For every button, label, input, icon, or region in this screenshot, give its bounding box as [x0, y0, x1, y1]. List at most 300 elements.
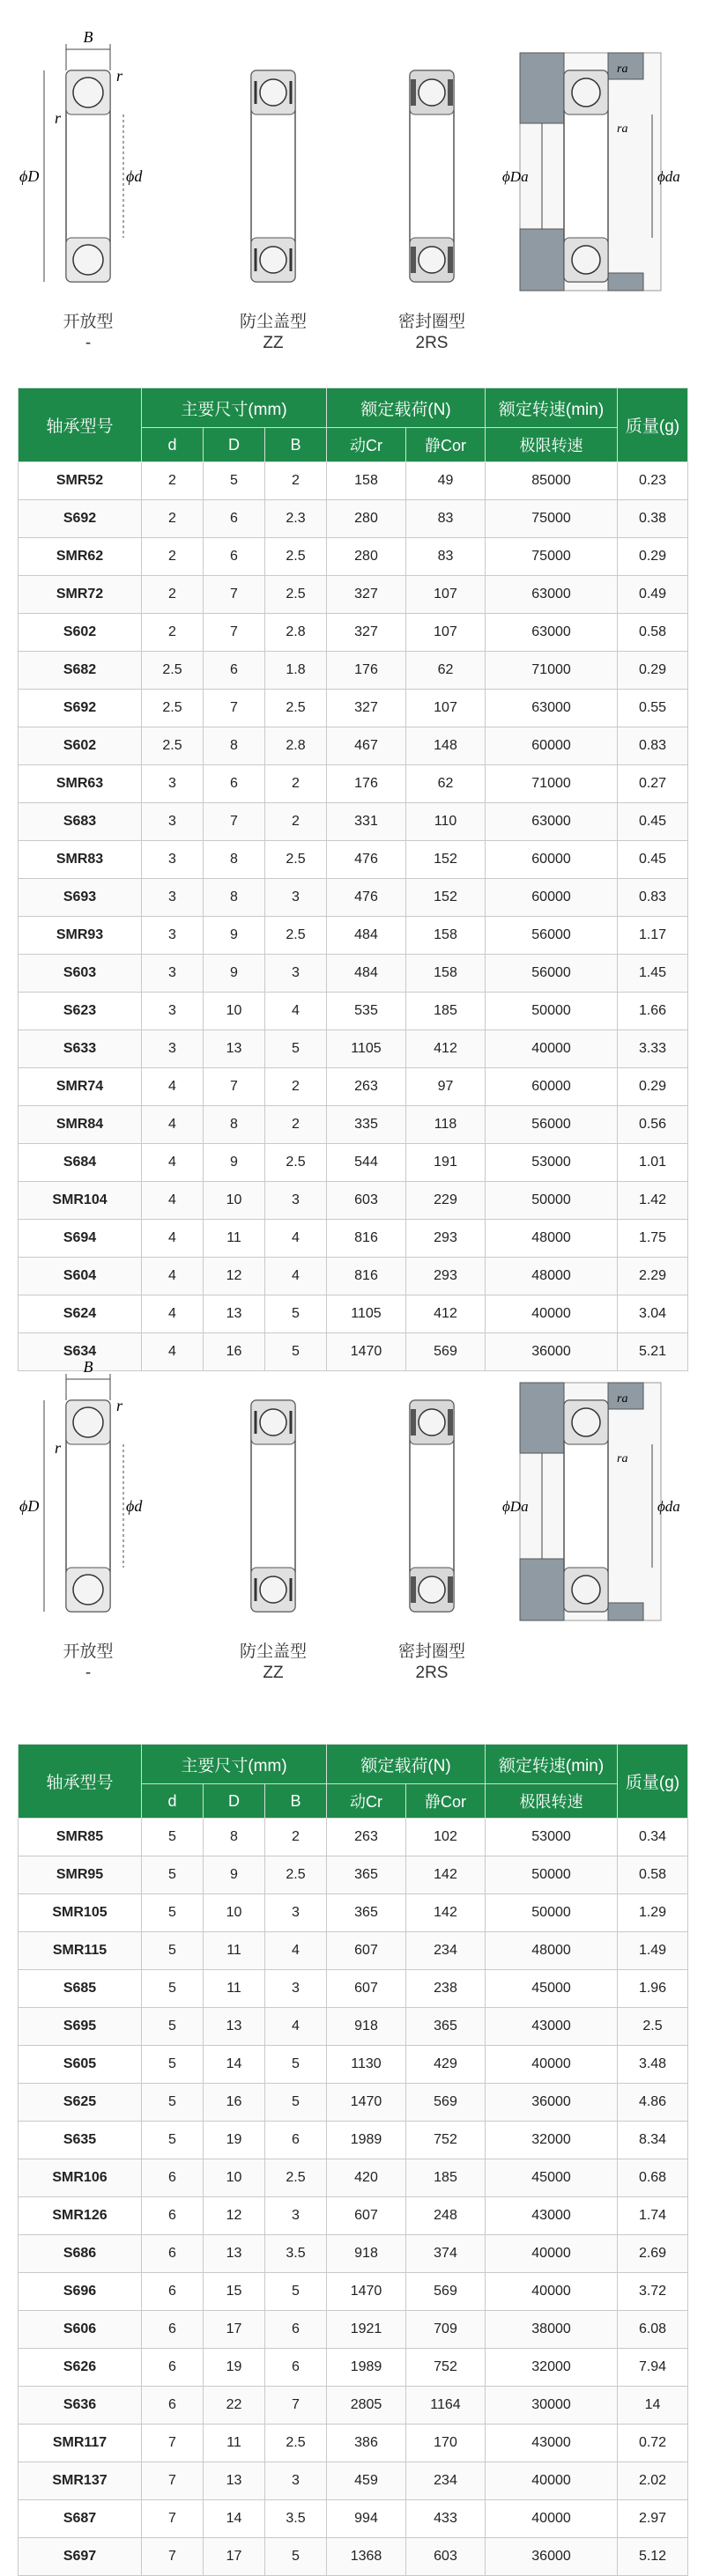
symbol-phi-d-2: ϕd	[126, 1497, 143, 1515]
value-cell: 1921	[327, 2311, 406, 2349]
header-cor-2: 静Cor	[406, 1784, 486, 1819]
table-row	[19, 2084, 688, 2122]
value-cell: 1.74	[618, 2197, 688, 2235]
value-cell: 40000	[486, 2462, 618, 2500]
value-cell: 3	[142, 955, 204, 993]
symbol-B: B	[83, 28, 93, 46]
table-row	[19, 2122, 688, 2159]
header-rated-load: 额定载荷(N)	[327, 388, 486, 428]
value-cell: 17	[204, 2311, 265, 2349]
value-cell: 8	[204, 727, 265, 765]
value-cell: 263	[327, 1068, 406, 1106]
open-type-code: -	[85, 334, 92, 352]
value-cell: 6	[142, 2387, 204, 2425]
value-cell: 2.8	[265, 614, 327, 652]
value-cell: 2.5	[142, 727, 204, 765]
open-type-label-2	[9, 1642, 167, 1684]
value-cell: 5	[142, 2122, 204, 2159]
value-cell: 22	[204, 2387, 265, 2425]
open-type-bearing-diagram-2	[18, 1347, 159, 1629]
value-cell: 709	[406, 2311, 486, 2349]
value-cell: 6	[265, 2122, 327, 2159]
header-rated-load-2: 额定载荷(N)	[327, 1745, 486, 1784]
value-cell: 2.5	[265, 538, 327, 576]
header-main-dims-2: 主要尺寸(mm)	[142, 1745, 327, 1784]
value-cell: 63000	[486, 803, 618, 841]
value-cell: 5	[142, 2046, 204, 2084]
model-cell: S687	[19, 2500, 142, 2538]
value-cell: 0.29	[618, 538, 688, 576]
value-cell: 365	[327, 1856, 406, 1894]
value-cell: 7	[265, 2387, 327, 2425]
model-cell: S602	[19, 727, 142, 765]
value-cell: 5	[265, 2538, 327, 2576]
diagram-row-1	[0, 18, 705, 352]
value-cell: 4	[142, 1258, 204, 1295]
value-cell: 158	[406, 917, 486, 955]
zz-type-name: 防尘盖型	[239, 313, 307, 331]
model-cell: S692	[19, 500, 142, 538]
table-row	[19, 2008, 688, 2046]
value-cell: 234	[406, 2462, 486, 2500]
symbol-ra-top-2: ra	[617, 1392, 628, 1406]
value-cell: 816	[327, 1258, 406, 1295]
value-cell: 3	[265, 2462, 327, 2500]
value-cell: 4	[142, 1333, 204, 1371]
value-cell: 6	[142, 2197, 204, 2235]
model-cell: S625	[19, 2084, 142, 2122]
symbol-phi-D: ϕD	[19, 167, 40, 185]
value-cell: 0.49	[618, 576, 688, 614]
model-cell: S686	[19, 2235, 142, 2273]
symbol-r: r	[116, 67, 123, 85]
value-cell: 13	[204, 1295, 265, 1333]
model-cell: S696	[19, 2273, 142, 2311]
value-cell: 2.5	[142, 652, 204, 690]
value-cell: 107	[406, 614, 486, 652]
value-cell: 2.5	[265, 1144, 327, 1182]
table-row	[19, 2273, 688, 2311]
open-type-name: 开放型	[63, 313, 114, 331]
value-cell: 429	[406, 2046, 486, 2084]
value-cell: 7	[204, 576, 265, 614]
header-cor: 静Cor	[406, 428, 486, 462]
value-cell: 603	[327, 1182, 406, 1220]
value-cell: 8	[204, 1106, 265, 1144]
value-cell: 335	[327, 1106, 406, 1144]
value-cell: 6	[265, 2311, 327, 2349]
value-cell: 13	[204, 2235, 265, 2273]
value-cell: 0.68	[618, 2159, 688, 2197]
value-cell: 6	[265, 2349, 327, 2387]
rs-type-name: 密封圈型	[397, 313, 465, 331]
value-cell: 2	[142, 614, 204, 652]
value-cell: 45000	[486, 1970, 618, 2008]
value-cell: 4	[265, 1220, 327, 1258]
value-cell: 4	[142, 1220, 204, 1258]
value-cell: 16	[204, 1333, 265, 1371]
model-cell: S635	[19, 2122, 142, 2159]
value-cell: 19	[204, 2122, 265, 2159]
value-cell: 60000	[486, 879, 618, 917]
model-cell: S603	[19, 955, 142, 993]
value-cell: 62	[406, 765, 486, 803]
value-cell: 0.38	[618, 500, 688, 538]
symbol-ra-mid-2: ra	[617, 1452, 628, 1465]
value-cell: 3	[142, 841, 204, 879]
symbol-r-left-2: r	[55, 1439, 62, 1457]
value-cell: 1.45	[618, 955, 688, 993]
value-cell: 56000	[486, 917, 618, 955]
model-cell: SMR117	[19, 2425, 142, 2462]
table-row	[19, 576, 688, 614]
value-cell: 7	[142, 2425, 204, 2462]
model-cell: S602	[19, 614, 142, 652]
table-row	[19, 1182, 688, 1220]
table-row	[19, 2500, 688, 2538]
value-cell: 12	[204, 2197, 265, 2235]
model-cell: SMR95	[19, 1856, 142, 1894]
value-cell: 1.75	[618, 1220, 688, 1258]
value-cell: 2.5	[265, 2159, 327, 2197]
value-cell: 3	[265, 955, 327, 993]
value-cell: 5	[265, 1333, 327, 1371]
value-cell: 607	[327, 2197, 406, 2235]
open-type-label	[9, 312, 167, 354]
header-main-dims: 主要尺寸(mm)	[142, 388, 327, 428]
value-cell: 1368	[327, 2538, 406, 2576]
value-cell: 3	[142, 993, 204, 1030]
value-cell: 918	[327, 2235, 406, 2273]
model-cell: SMR126	[19, 2197, 142, 2235]
value-cell: 459	[327, 2462, 406, 2500]
value-cell: 3	[142, 765, 204, 803]
value-cell: 50000	[486, 1182, 618, 1220]
value-cell: 374	[406, 2235, 486, 2273]
value-cell: 75000	[486, 500, 618, 538]
value-cell: 8	[204, 879, 265, 917]
value-cell: 43000	[486, 2425, 618, 2462]
zz-type-bearing-diagram	[212, 18, 335, 299]
value-cell: 3	[265, 2197, 327, 2235]
value-cell: 49	[406, 462, 486, 500]
value-cell: 40000	[486, 1295, 618, 1333]
header-d: d	[142, 428, 204, 462]
value-cell: 5	[142, 2008, 204, 2046]
value-cell: 484	[327, 955, 406, 993]
value-cell: 238	[406, 1970, 486, 2008]
value-cell: 293	[406, 1258, 486, 1295]
value-cell: 14	[204, 2046, 265, 2084]
value-cell: 71000	[486, 765, 618, 803]
value-cell: 2	[265, 803, 327, 841]
value-cell: 6	[142, 2159, 204, 2197]
value-cell: 2	[142, 538, 204, 576]
value-cell: 10	[204, 2159, 265, 2197]
value-cell: 40000	[486, 2235, 618, 2273]
value-cell: 50000	[486, 993, 618, 1030]
table-row	[19, 2349, 688, 2387]
value-cell: 3	[142, 879, 204, 917]
value-cell: 11	[204, 1970, 265, 2008]
value-cell: 142	[406, 1856, 486, 1894]
value-cell: 0.58	[618, 614, 688, 652]
symbol-r-left: r	[55, 109, 62, 127]
value-cell: 2.3	[265, 500, 327, 538]
value-cell: 170	[406, 2425, 486, 2462]
header-rated-speed: 额定转速(min)	[486, 388, 618, 428]
value-cell: 3	[265, 1970, 327, 2008]
value-cell: 365	[327, 1894, 406, 1932]
table-row	[19, 1258, 688, 1295]
header-cr: 动Cr	[327, 428, 406, 462]
rs-type-code: 2RS	[415, 334, 449, 352]
value-cell: 10	[204, 1894, 265, 1932]
value-cell: 60000	[486, 727, 618, 765]
value-cell: 40000	[486, 1030, 618, 1068]
value-cell: 0.72	[618, 2425, 688, 2462]
value-cell: 0.83	[618, 727, 688, 765]
model-cell: SMR74	[19, 1068, 142, 1106]
value-cell: 36000	[486, 2538, 618, 2576]
zz-type-label-2	[194, 1642, 352, 1684]
table-row	[19, 2311, 688, 2349]
value-cell: 2.5	[618, 2008, 688, 2046]
value-cell: 3.33	[618, 1030, 688, 1068]
table-row	[19, 1106, 688, 1144]
value-cell: 40000	[486, 2500, 618, 2538]
value-cell: 0.27	[618, 765, 688, 803]
value-cell: 40000	[486, 2273, 618, 2311]
value-cell: 32000	[486, 2349, 618, 2387]
model-cell: SMR106	[19, 2159, 142, 2197]
symbol-phi-da-2: ϕda	[657, 1498, 680, 1515]
table-row	[19, 2387, 688, 2425]
model-cell: S695	[19, 2008, 142, 2046]
value-cell: 1470	[327, 1333, 406, 1371]
table-row	[19, 765, 688, 803]
table-row	[19, 1030, 688, 1068]
value-cell: 158	[406, 955, 486, 993]
value-cell: 2	[265, 765, 327, 803]
header-D: D	[204, 428, 265, 462]
value-cell: 110	[406, 803, 486, 841]
value-cell: 11	[204, 1932, 265, 1970]
value-cell: 176	[327, 765, 406, 803]
value-cell: 36000	[486, 2084, 618, 2122]
value-cell: 9	[204, 917, 265, 955]
value-cell: 4	[142, 1068, 204, 1106]
value-cell: 4	[265, 1932, 327, 1970]
value-cell: 2.5	[265, 917, 327, 955]
symbol-phi-Da-2: ϕDa	[502, 1498, 529, 1515]
value-cell: 6	[204, 538, 265, 576]
value-cell: 5	[265, 1030, 327, 1068]
value-cell: 9	[204, 955, 265, 993]
symbol-phi-Da: ϕDa	[502, 168, 529, 185]
value-cell: 60000	[486, 841, 618, 879]
value-cell: 6	[142, 2349, 204, 2387]
value-cell: 7	[142, 2538, 204, 2576]
value-cell: 4	[142, 1182, 204, 1220]
value-cell: 6	[142, 2311, 204, 2349]
header-B-2: B	[265, 1784, 327, 1819]
value-cell: 752	[406, 2122, 486, 2159]
value-cell: 5	[265, 1295, 327, 1333]
value-cell: 13	[204, 2008, 265, 2046]
value-cell: 60000	[486, 1068, 618, 1106]
value-cell: 293	[406, 1220, 486, 1258]
value-cell: 1105	[327, 1030, 406, 1068]
value-cell: 1105	[327, 1295, 406, 1333]
model-cell: SMR137	[19, 2462, 142, 2500]
value-cell: 36000	[486, 1333, 618, 1371]
value-cell: 3	[265, 1894, 327, 1932]
table-row	[19, 727, 688, 765]
rs-type-code-2: 2RS	[415, 1664, 449, 1682]
value-cell: 0.45	[618, 803, 688, 841]
value-cell: 5	[265, 2084, 327, 2122]
value-cell: 176	[327, 652, 406, 690]
value-cell: 185	[406, 2159, 486, 2197]
model-cell: S685	[19, 1970, 142, 2008]
value-cell: 476	[327, 879, 406, 917]
table-row	[19, 1144, 688, 1182]
value-cell: 7	[142, 2500, 204, 2538]
value-cell: 107	[406, 576, 486, 614]
value-cell: 10	[204, 1182, 265, 1220]
table-row	[19, 993, 688, 1030]
value-cell: 85000	[486, 462, 618, 500]
value-cell: 19	[204, 2349, 265, 2387]
value-cell: 234	[406, 1932, 486, 1970]
table-row	[19, 1970, 688, 2008]
value-cell: 48000	[486, 1258, 618, 1295]
value-cell: 1470	[327, 2084, 406, 2122]
value-cell: 1989	[327, 2349, 406, 2387]
value-cell: 53000	[486, 1819, 618, 1856]
model-cell: S626	[19, 2349, 142, 2387]
table-row	[19, 2425, 688, 2462]
value-cell: 71000	[486, 652, 618, 690]
value-cell: 1.01	[618, 1144, 688, 1182]
value-cell: 7	[204, 614, 265, 652]
table-row	[19, 1068, 688, 1106]
value-cell: 53000	[486, 1144, 618, 1182]
model-cell: SMR52	[19, 462, 142, 500]
value-cell: 2	[265, 462, 327, 500]
symbol-ra-top: ra	[617, 63, 628, 76]
model-cell: S694	[19, 1220, 142, 1258]
diagram-row-2	[0, 1347, 705, 1682]
table-row	[19, 1295, 688, 1333]
table-row	[19, 879, 688, 917]
value-cell: 386	[327, 2425, 406, 2462]
value-cell: 63000	[486, 576, 618, 614]
value-cell: 185	[406, 993, 486, 1030]
value-cell: 365	[406, 2008, 486, 2046]
value-cell: 191	[406, 1144, 486, 1182]
value-cell: 2	[142, 576, 204, 614]
value-cell: 148	[406, 727, 486, 765]
value-cell: 83	[406, 500, 486, 538]
value-cell: 6	[142, 2235, 204, 2273]
zz-type-name-2: 防尘盖型	[239, 1642, 307, 1661]
model-cell: SMR93	[19, 917, 142, 955]
value-cell: 158	[327, 462, 406, 500]
rs-type-bearing-diagram-2	[370, 1347, 494, 1629]
table-row	[19, 2235, 688, 2273]
open-type-name-2: 开放型	[63, 1642, 114, 1661]
value-cell: 3	[142, 917, 204, 955]
value-cell: 48000	[486, 1932, 618, 1970]
model-cell: S633	[19, 1030, 142, 1068]
model-cell: S606	[19, 2311, 142, 2349]
value-cell: 63000	[486, 690, 618, 727]
value-cell: 0.58	[618, 1856, 688, 1894]
value-cell: 484	[327, 917, 406, 955]
rs-type-label	[352, 312, 511, 354]
value-cell: 7	[204, 803, 265, 841]
value-cell: 2.69	[618, 2235, 688, 2273]
value-cell: 43000	[486, 2008, 618, 2046]
value-cell: 16	[204, 2084, 265, 2122]
table-row	[19, 2159, 688, 2197]
value-cell: 2.5	[265, 576, 327, 614]
value-cell: 4.86	[618, 2084, 688, 2122]
value-cell: 1.42	[618, 1182, 688, 1220]
value-cell: 5.12	[618, 2538, 688, 2576]
model-cell: SMR105	[19, 1894, 142, 1932]
value-cell: 12	[204, 1258, 265, 1295]
value-cell: 1989	[327, 2122, 406, 2159]
zz-type-code-2: ZZ	[263, 1664, 284, 1682]
value-cell: 5.21	[618, 1333, 688, 1371]
value-cell: 327	[327, 614, 406, 652]
value-cell: 2.5	[142, 690, 204, 727]
table-row	[19, 2462, 688, 2500]
value-cell: 1130	[327, 2046, 406, 2084]
rs-type-bearing-diagram	[370, 18, 494, 299]
model-cell: S624	[19, 1295, 142, 1333]
symbol-phi-D-2: ϕD	[19, 1497, 40, 1515]
value-cell: 569	[406, 2084, 486, 2122]
model-cell: S636	[19, 2387, 142, 2425]
model-cell: S693	[19, 879, 142, 917]
value-cell: 2.02	[618, 2462, 688, 2500]
value-cell: 7	[142, 2462, 204, 2500]
table-row	[19, 2197, 688, 2235]
value-cell: 752	[406, 2349, 486, 2387]
table-row	[19, 500, 688, 538]
value-cell: 6.08	[618, 2311, 688, 2349]
model-cell: SMR85	[19, 1819, 142, 1856]
value-cell: 4	[265, 993, 327, 1030]
model-cell: S682	[19, 652, 142, 690]
value-cell: 2	[265, 1819, 327, 1856]
value-cell: 3.72	[618, 2273, 688, 2311]
value-cell: 8.34	[618, 2122, 688, 2159]
header-B: B	[265, 428, 327, 462]
value-cell: 2.97	[618, 2500, 688, 2538]
header-rated-speed-2: 额定转速(min)	[486, 1745, 618, 1784]
model-cell: S683	[19, 803, 142, 841]
value-cell: 2.8	[265, 727, 327, 765]
value-cell: 50000	[486, 1894, 618, 1932]
value-cell: 10	[204, 993, 265, 1030]
value-cell: 1164	[406, 2387, 486, 2425]
model-cell: S604	[19, 1258, 142, 1295]
